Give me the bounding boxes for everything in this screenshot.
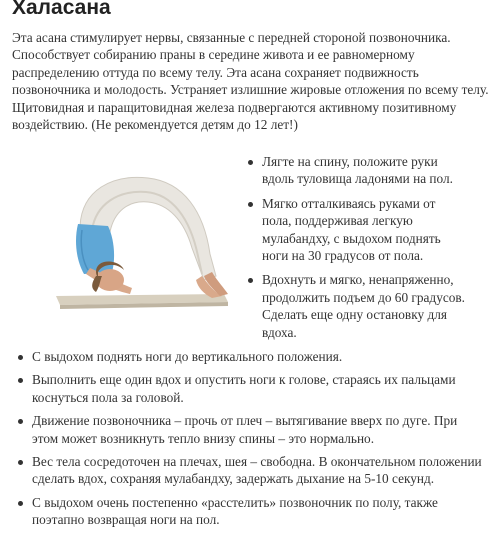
steps-list-bottom xyxy=(12,348,482,535)
list-item: Выполнить еще один вдох и опустить ноги к голове, стараясь их пальцами коснуться пола за головой. xyxy=(12,371,482,406)
intro-paragraph: Эта асана стимулирует нервы, связанные с передней стороной позвоночника. Способствует собиранию праны в середине живота и ее равномерному распределению оттуда по всему телу. Эта асана сохраняет подвижность позвоночника и молодость. Устраняет излишние жировые отложения по всему телу. Щитовидная и паращитовидная железа подвергаются активному позитивному воздействию. (Не рекомендуется детям до 12 лет!) xyxy=(12,30,489,133)
list-item: Движение позвоночника – прочь от плеч – вытягивание вверх по дуге. При этом может возникнуть тепло внизу спины – это нормально. xyxy=(12,412,482,447)
list-item: С выдохом поднять ноги до вертикального положения. xyxy=(12,348,482,365)
list-item: Мягко отталкиваясь руками от пола, поддерживая легкую мулабандху, с выдохом поднять ноги на 30 градусов от пола. xyxy=(242,195,467,265)
list-item: Вес тела сосредоточен на плечах, шея – свободна. В окончательном положении сделать вдох, сохраняя мулабандху, задержать дыхание на 5-10 секунд. xyxy=(12,453,482,488)
list-item: Вдохнуть и мягко, ненапряженно, продолжить подъем до 60 градусов. Сделать еще одну остановку для вдоха. xyxy=(242,271,467,341)
steps-list-right xyxy=(242,153,467,348)
list-item: С выдохом очень постепенно «расстелить» позвоночник по полу, также поэтапно возвращая ноги на пол. xyxy=(12,494,482,529)
page-title: Халасана xyxy=(12,0,111,19)
halasana-pose-illustration xyxy=(52,168,232,316)
list-item: Лягте на спину, положите руки вдоль туловища ладонями на пол. xyxy=(242,153,467,188)
pose-figure-image xyxy=(52,168,232,316)
